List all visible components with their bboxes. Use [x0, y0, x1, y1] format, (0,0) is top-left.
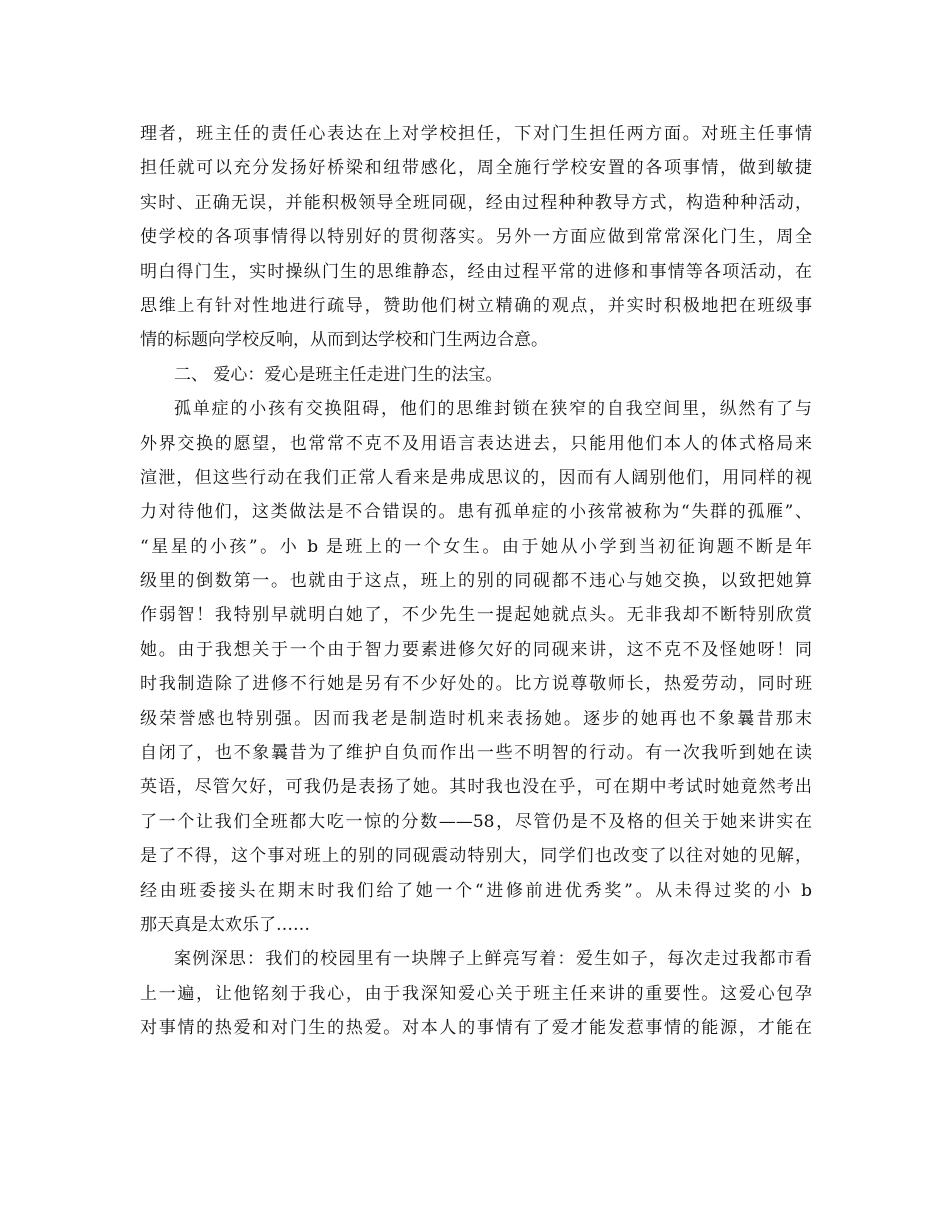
text-line: 级荣誉感也特别强。因而我老是制造时机来表扬她。逐步的她再也不象曩昔那末 [140, 708, 812, 729]
text-line: 那天真是太欢乐了…… [140, 914, 310, 935]
text-line: 使学校的各项事情得以特别好的贯彻落实。另外一方面应做到常常深化门生，周全 [140, 227, 812, 248]
text-line: 孤单症的小孩有交换阻碍，他们的思维封锁在狭窄的自我空间里，纵然有了与 [174, 399, 812, 420]
text-line: 实时、正确无误，并能积极领导全班同砚，经由过程种种教导方式，构造种种活动， [140, 192, 812, 213]
text-line: 情的标题向学校反响，从而到达学校和门生两边合意。 [140, 330, 548, 351]
text-line: 明白得门生，实时操纵门生的思维静态，经由过程平常的进修和事情等各项活动，在 [140, 261, 812, 282]
body-text [140, 117, 812, 1046]
text-line: 经由班委接头在期末时我们给了她一个“进修前进优秀奖”。从未得过奖的小 b [140, 880, 812, 901]
text-line: 渲泄，但这些行动在我们正常人看来是弗成思议的，因而有人阔别他们，用同样的视 [140, 467, 812, 488]
text-line: 是了不得，这个事对班上的别的同砚震动特别大，同学们也改变了以往对她的见解， [140, 846, 812, 867]
text-line: 担任就可以充分发扬好桥梁和纽带感化，周全施行学校安置的各项事情，做到敏捷 [140, 158, 812, 179]
text-line: 力对待他们，这类做法是不合错误的。患有孤单症的小孩常被称为“失群的孤雁”、 [140, 502, 812, 523]
text-line: 对事情的热爱和对门生的热爱。对本人的事情有了爱才能发惹事情的能源，才能在 [140, 1018, 812, 1039]
text-line: 案例深思：我们的校园里有一块牌子上鲜亮写着：爱生如子，每次走过我都市看 [174, 949, 812, 970]
text-line: 理者，班主任的责任心表达在上对学校担任，下对门生担任两方面。对班主任事情 [140, 124, 812, 144]
text-line: 作弱智！我特别早就明白她了，不少先生一提起她就点头。无非我却不断特别欣赏 [140, 605, 812, 626]
text-line: 外界交换的愿望，也常常不克不及用语言表达进去，只能用他们本人的体式格局来 [140, 433, 812, 454]
text-line: 思维上有针对性地进行疏导，赞助他们树立精确的观点，并实时积极地把在班级事 [140, 295, 812, 316]
text-line: 级里的倒数第一。也就由于这点，班上的别的同砚都不违心与她交换，以致把她算 [140, 571, 812, 592]
text-line: 她。由于我想关于一个由于智力要素进修欠好的同砚来讲，这不克不及怪她呀！同 [140, 639, 812, 660]
text-line: 自闭了，也不象曩昔为了维护自负而作出一些不明智的行动。有一次我听到她在读 [140, 743, 812, 764]
text-line: 上一遍，让他铭刻于我心，由于我深知爱心关于班主任来讲的重要性。这爱心包孕 [140, 983, 812, 1004]
text-line: 二、 爱心：爱心是班主任走进门生的法宝。 [174, 364, 503, 385]
text-line: 了一个让我们全班都大吃一惊的分数——58，尽管仍是不及格的但关于她来讲实在 [140, 811, 812, 832]
text-line: “星星的小孩”。小 b 是班上的一个女生。由于她从小学到当初征询题不断是年 [140, 536, 812, 557]
text-line: 时我制造除了进修不行她是另有不少好处的。比方说尊敬师长，热爱劳动，同时班 [140, 674, 812, 695]
text-line: 英语，尽管欠好，可我仍是表扬了她。其时我也没在乎，可在期中考试时她竟然考出 [140, 777, 812, 798]
